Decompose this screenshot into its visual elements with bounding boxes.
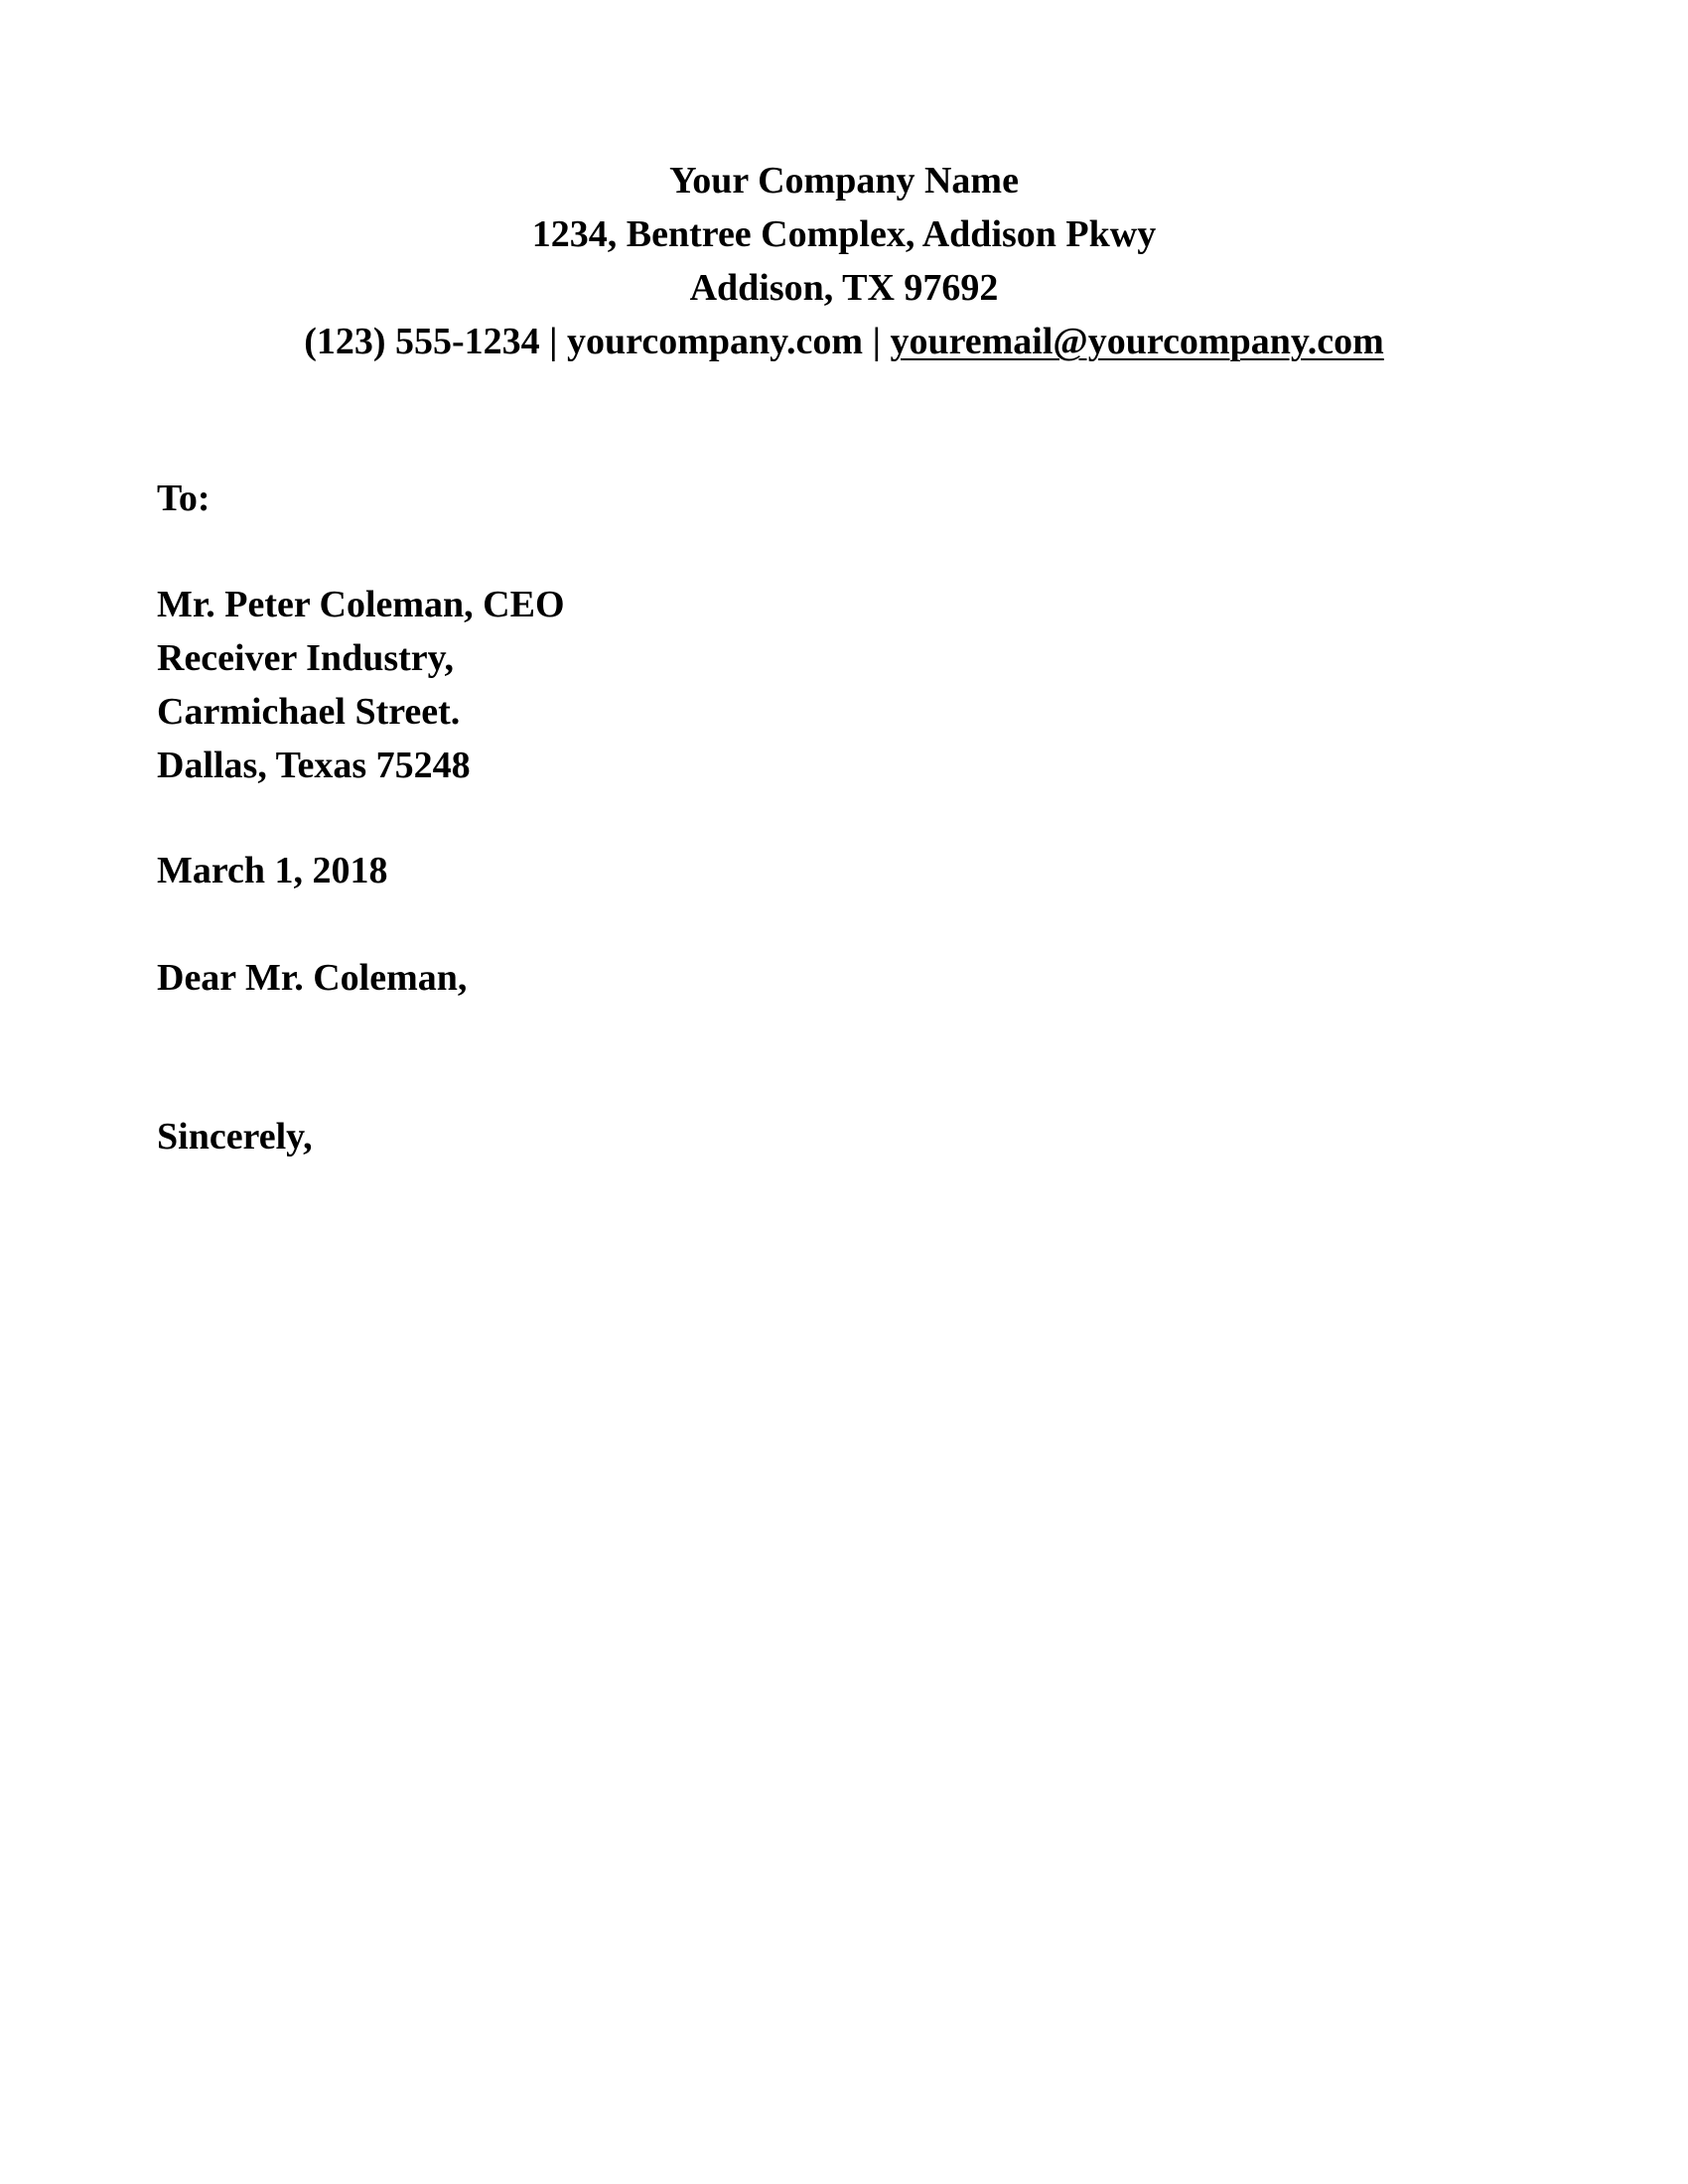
to-label: To: [157,478,211,519]
email-link[interactable]: youremail@yourcompany.com [890,321,1384,362]
letterhead [0,154,1688,368]
website: yourcompany.com [567,321,864,362]
closing: Sincerely, [157,1116,313,1158]
recipient-name: Mr. Peter Coleman, CEO [157,584,565,625]
recipient-city: Dallas, Texas 75248 [157,745,471,786]
company-name: Your Company Name [669,160,1019,202]
separator: | [539,321,568,362]
phone-number: (123) 555-1234 [304,321,540,362]
letter-date: March 1, 2018 [157,850,388,891]
recipient-company: Receiver Industry, [157,637,455,679]
separator: | [863,321,891,362]
contact-line [0,315,1688,368]
salutation: Dear Mr. Coleman, [157,957,468,999]
recipient-street: Carmichael Street. [157,691,461,733]
address-line-2: Addison, TX 97692 [689,267,999,309]
recipient-address [157,578,565,792]
address-line-1: 1234, Bentree Complex, Addison Pkwy [531,213,1157,255]
